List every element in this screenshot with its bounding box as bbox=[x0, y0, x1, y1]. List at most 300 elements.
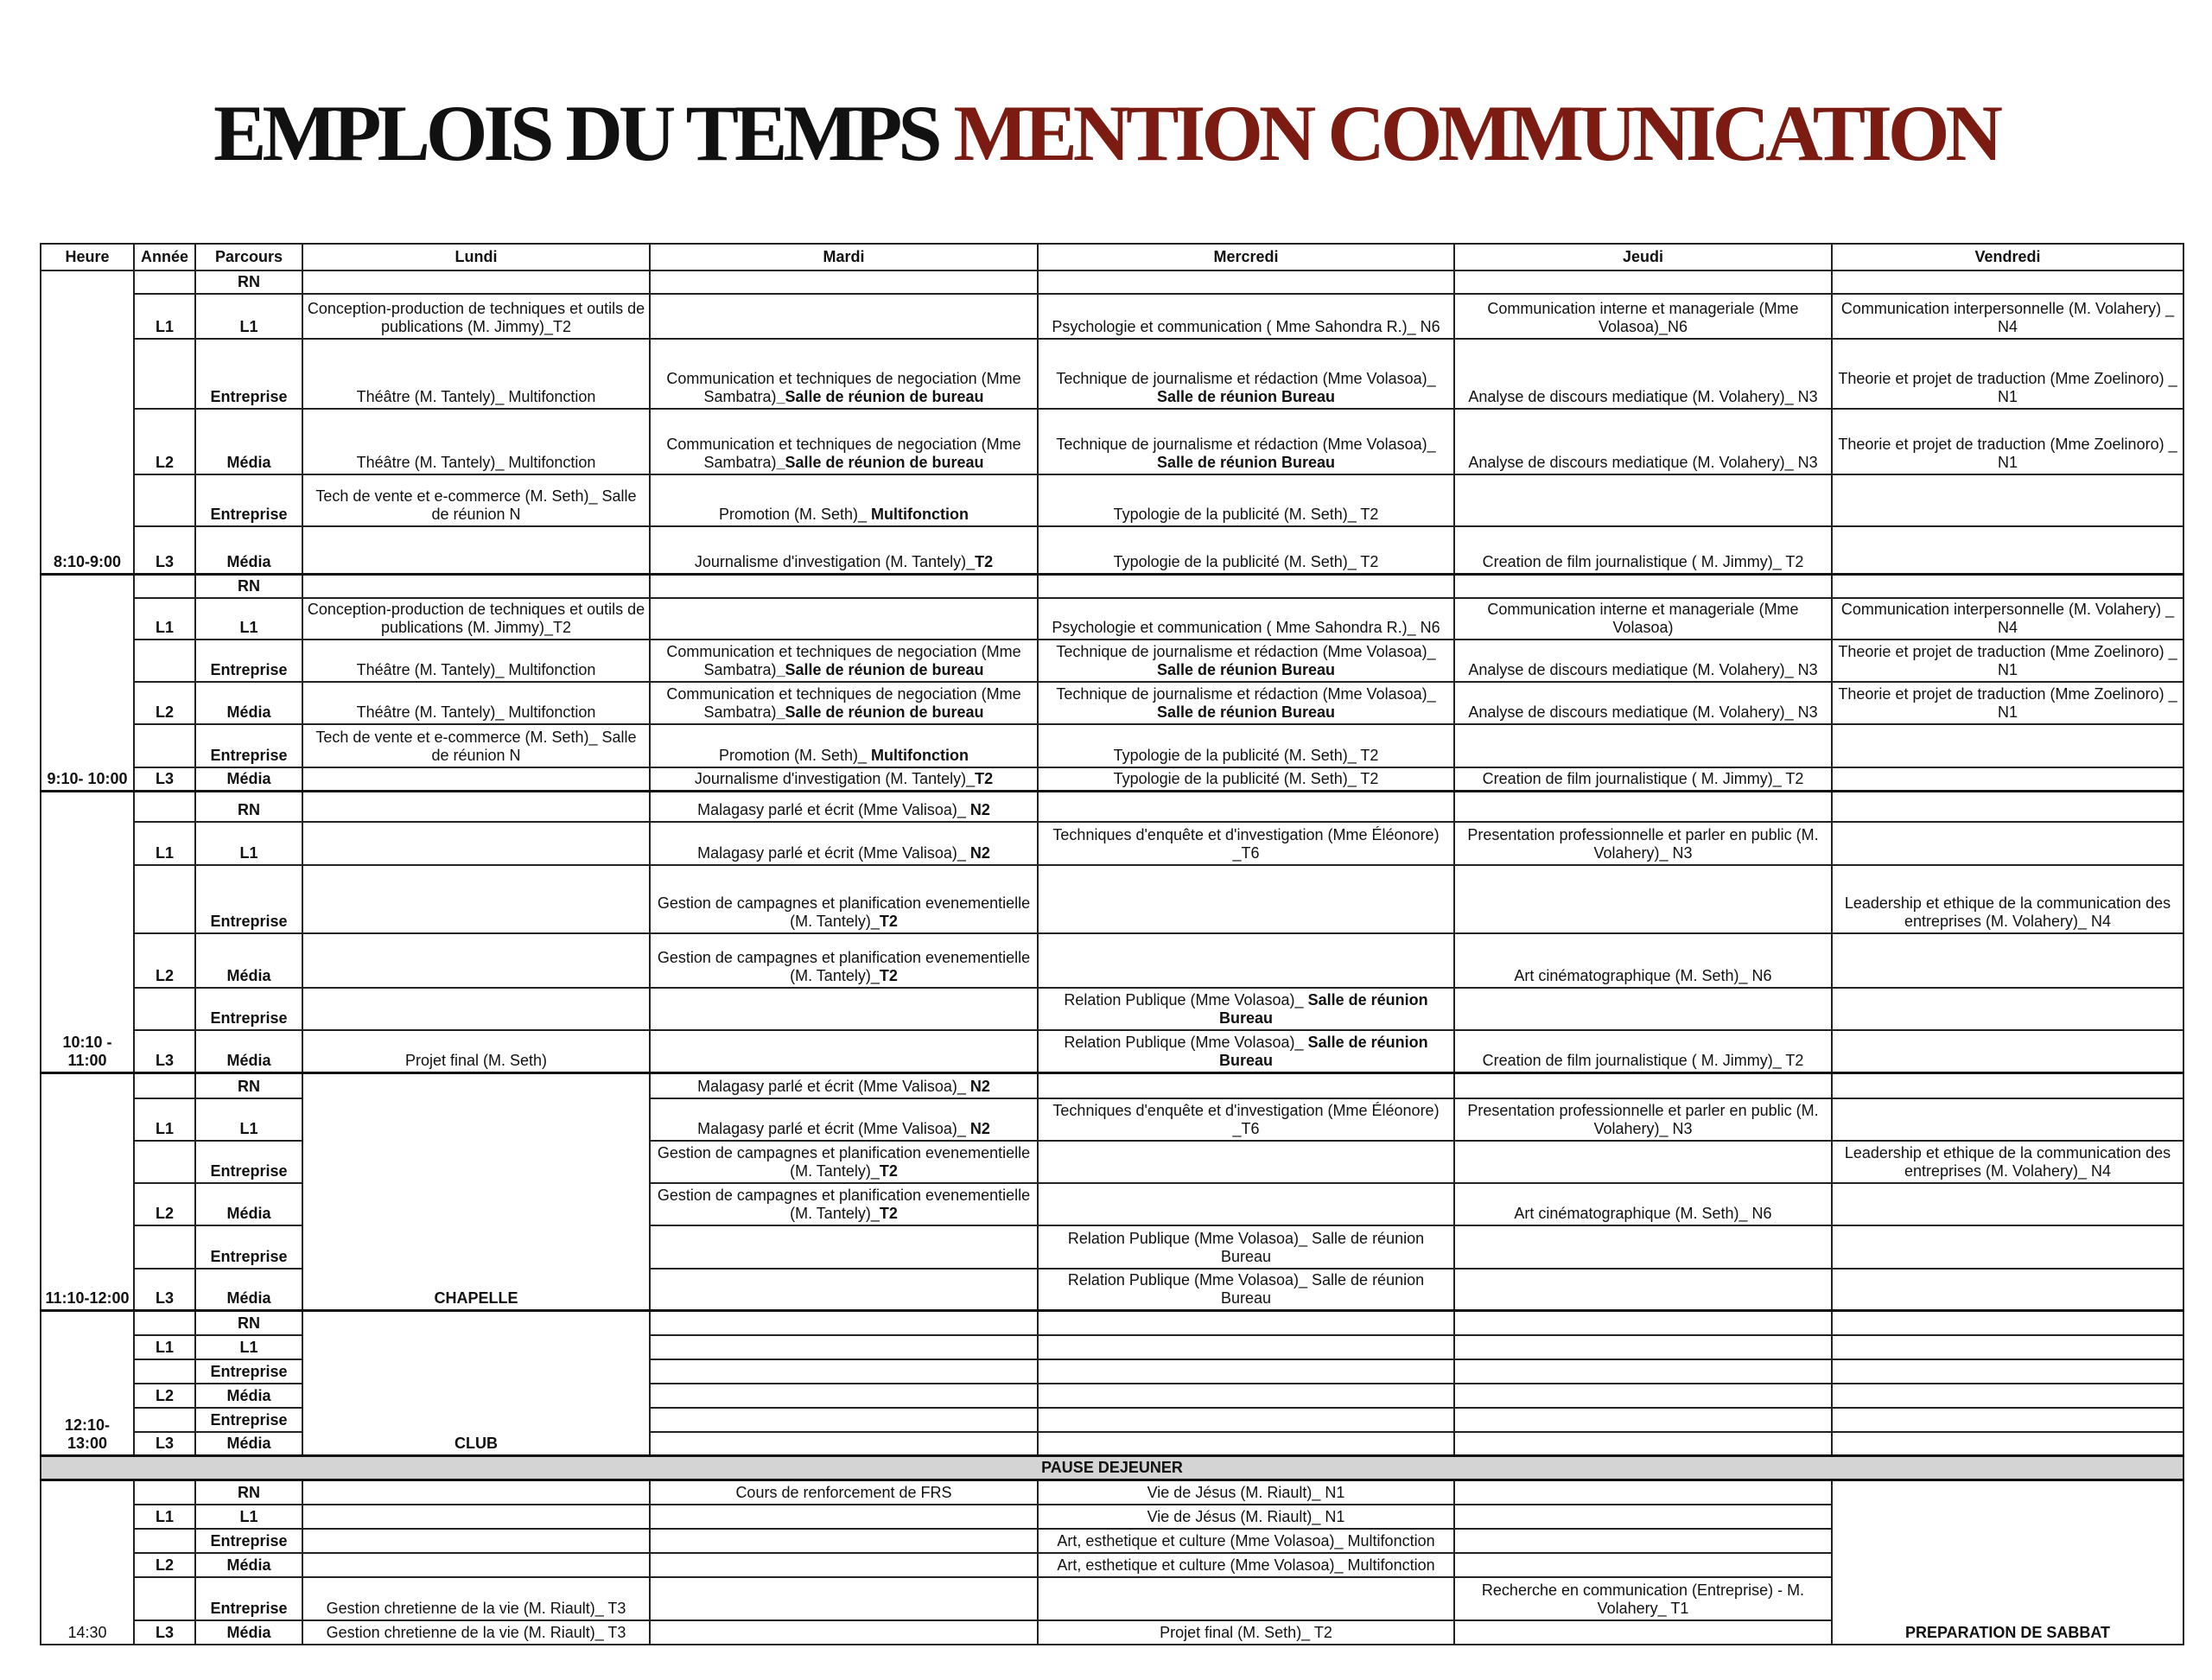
course-cell bbox=[1454, 988, 1832, 1030]
year-cell bbox=[134, 574, 195, 598]
course-cell: Psychologie et communication ( Mme Sahondra R.)_ N6 bbox=[1038, 294, 1454, 339]
year-cell bbox=[134, 724, 195, 767]
course-cell bbox=[1454, 1335, 1832, 1359]
room-text: Salle de réunion Bureau bbox=[1156, 661, 1336, 678]
course-cell bbox=[302, 865, 650, 933]
room-text: Salle de réunion Bureau bbox=[1156, 388, 1336, 405]
course-cell bbox=[1832, 1432, 2183, 1456]
track-cell: RN bbox=[195, 270, 302, 294]
course-cell bbox=[1832, 526, 2183, 574]
course-text: Promotion (M. Seth)_ bbox=[718, 506, 868, 523]
year-cell bbox=[134, 474, 195, 526]
course-cell bbox=[1454, 1505, 1832, 1529]
course-cell: Typologie de la publicité (M. Seth)_ T2 bbox=[1038, 526, 1454, 574]
room-text: N2 bbox=[969, 843, 990, 862]
course-cell: Gestion chretienne de la vie (M. Riault)_ T3 bbox=[302, 1577, 650, 1620]
track-cell: RN bbox=[195, 1311, 302, 1335]
course-cell bbox=[1454, 270, 1832, 294]
track-cell: Entreprise bbox=[195, 1141, 302, 1183]
year-cell: L2 bbox=[134, 1384, 195, 1408]
track-cell: Entreprise bbox=[195, 724, 302, 767]
course-cell bbox=[1832, 474, 2183, 526]
track-cell: Média bbox=[195, 767, 302, 792]
course-cell bbox=[650, 682, 1038, 724]
course-text: Malagasy parlé et écrit (Mme Valisoa)_ bbox=[697, 1119, 966, 1137]
course-text: Communication et techniques de negociation (Mme Sambatra) bbox=[666, 436, 1021, 471]
course-text: Communication et techniques de negociation (Mme Sambatra) bbox=[666, 685, 1021, 721]
course-cell bbox=[1454, 1620, 1832, 1645]
year-cell bbox=[134, 1311, 195, 1335]
course-cell bbox=[650, 1311, 1038, 1335]
header-vendredi: Vendredi bbox=[1832, 244, 2183, 270]
timetable bbox=[40, 243, 2184, 1645]
course-cell bbox=[1832, 1359, 2183, 1384]
course-cell bbox=[1832, 1073, 2183, 1098]
year-cell: L3 bbox=[134, 1030, 195, 1073]
course-cell bbox=[1038, 1432, 1454, 1456]
course-text: Gestion de campagnes et planification evenementielle (M. Tantely)_ bbox=[657, 894, 1031, 930]
course-cell bbox=[1832, 1030, 2183, 1073]
time-slot-1: 8:10-9:00 bbox=[41, 270, 134, 574]
track-cell: L1 bbox=[195, 598, 302, 640]
course-cell: Theorie et projet de traduction (Mme Zoelinoro) _ N1 bbox=[1832, 682, 2183, 724]
course-cell: Art cinématographique (M. Seth)_ N6 bbox=[1454, 933, 1832, 988]
header-row bbox=[41, 244, 2183, 270]
title-part-2: MENTION COMMUNICATION bbox=[953, 89, 1999, 177]
course-cell bbox=[302, 526, 650, 574]
course-cell bbox=[1038, 1141, 1454, 1183]
course-cell bbox=[650, 1183, 1038, 1225]
year-cell bbox=[134, 1577, 195, 1620]
course-cell bbox=[1038, 339, 1454, 409]
track-cell: Média bbox=[195, 1030, 302, 1073]
time-slot-5: 12:10-13:00 bbox=[41, 1311, 134, 1456]
room-text: _Salle de réunion de bureau bbox=[776, 703, 984, 721]
course-cell bbox=[302, 767, 650, 792]
track-cell: Média bbox=[195, 1620, 302, 1645]
course-text: Malagasy parlé et écrit (Mme Valisoa)_ bbox=[697, 800, 966, 818]
course-text: Journalisme d'investigation (M. Tantely)_ bbox=[694, 770, 976, 787]
course-cell bbox=[1454, 1225, 1832, 1269]
course-cell bbox=[650, 988, 1038, 1030]
header-jeudi: Jeudi bbox=[1454, 244, 1832, 270]
room-text: N2 bbox=[969, 800, 990, 818]
course-cell bbox=[1832, 574, 2183, 598]
course-text: Gestion de campagnes et planification evenementielle (M. Tantely)_ bbox=[657, 1186, 1031, 1222]
year-cell: L2 bbox=[134, 1553, 195, 1577]
year-cell bbox=[134, 1480, 195, 1505]
room-text: _Salle de réunion de bureau bbox=[776, 454, 984, 471]
course-cell bbox=[650, 294, 1038, 339]
club-cell: CLUB bbox=[302, 1311, 650, 1456]
room-text: N2 bbox=[969, 1077, 990, 1095]
track-cell: L1 bbox=[195, 822, 302, 865]
table-row bbox=[41, 1073, 2183, 1098]
time-slot-3: 10:10 - 11:00 bbox=[41, 792, 134, 1073]
course-cell bbox=[650, 640, 1038, 682]
year-cell bbox=[134, 1073, 195, 1098]
course-cell bbox=[1038, 1030, 1454, 1073]
course-text: Communication et techniques de negociation (Mme Sambatra) bbox=[666, 643, 1021, 678]
track-cell: L1 bbox=[195, 294, 302, 339]
track-cell: Entreprise bbox=[195, 988, 302, 1030]
table-row bbox=[41, 270, 2183, 294]
course-cell: Theorie et projet de traduction (Mme Zoelinoro) _ N1 bbox=[1832, 339, 2183, 409]
course-cell bbox=[1454, 1480, 1832, 1505]
course-cell: Analyse de discours mediatique (M. Volahery)_ N3 bbox=[1454, 339, 1832, 409]
course-cell bbox=[1832, 1311, 2183, 1335]
track-cell: Média bbox=[195, 1432, 302, 1456]
course-cell bbox=[650, 339, 1038, 409]
course-cell bbox=[1038, 988, 1454, 1030]
course-cell: Techniques d'enquête et d'investigation (Mme Éléonore) _T6 bbox=[1038, 1098, 1454, 1141]
course-cell bbox=[1832, 270, 2183, 294]
course-cell bbox=[650, 1073, 1038, 1098]
room-text: Salle de réunion Bureau bbox=[1218, 990, 1428, 1027]
course-cell: Creation de film journalistique ( M. Jimmy)_ T2 bbox=[1454, 767, 1832, 792]
course-cell bbox=[1454, 1384, 1832, 1408]
room-text: T2 bbox=[879, 1161, 898, 1180]
room-text: _Salle de réunion de bureau bbox=[776, 661, 984, 678]
header-parcours: Parcours bbox=[195, 244, 302, 270]
track-cell: Média bbox=[195, 1269, 302, 1311]
course-cell bbox=[650, 1359, 1038, 1384]
time-slot-4: 11:10-12:00 bbox=[41, 1073, 134, 1311]
room-text: Multifonction bbox=[871, 747, 969, 764]
course-cell bbox=[302, 792, 650, 822]
course-cell: Typologie de la publicité (M. Seth)_ T2 bbox=[1038, 474, 1454, 526]
course-cell bbox=[1454, 1553, 1832, 1577]
course-cell: Projet final (M. Seth)_ T2 bbox=[1038, 1620, 1454, 1645]
table-row bbox=[41, 682, 2183, 724]
course-cell bbox=[1454, 1269, 1832, 1311]
course-cell bbox=[1832, 1335, 2183, 1359]
track-cell: RN bbox=[195, 1073, 302, 1098]
course-cell: Communication interpersonnelle (M. Volahery) _ N4 bbox=[1832, 598, 2183, 640]
course-cell bbox=[1038, 409, 1454, 474]
course-cell bbox=[1454, 1073, 1832, 1098]
track-cell: RN bbox=[195, 792, 302, 822]
room-text: T2 bbox=[879, 966, 898, 984]
course-cell bbox=[650, 1620, 1038, 1645]
course-cell: Art cinématographique (M. Seth)_ N6 bbox=[1454, 1183, 1832, 1225]
year-cell bbox=[134, 339, 195, 409]
table-row bbox=[41, 988, 2183, 1030]
room-text: _Salle de réunion de bureau bbox=[776, 388, 984, 405]
course-cell bbox=[1454, 1141, 1832, 1183]
course-cell bbox=[1038, 1359, 1454, 1384]
course-cell bbox=[1832, 1408, 2183, 1432]
track-cell: Entreprise bbox=[195, 1359, 302, 1384]
year-cell: L3 bbox=[134, 1620, 195, 1645]
course-text: Relation Publique (Mme Volasoa)_ bbox=[1064, 1034, 1304, 1051]
course-cell bbox=[1038, 1311, 1454, 1335]
time-slot-2: 9:10- 10:00 bbox=[41, 574, 134, 792]
track-cell: RN bbox=[195, 1480, 302, 1505]
course-cell bbox=[1038, 865, 1454, 933]
course-cell bbox=[650, 1505, 1038, 1529]
track-cell: Entreprise bbox=[195, 1408, 302, 1432]
track-cell: Média bbox=[195, 1183, 302, 1225]
track-cell: Média bbox=[195, 933, 302, 988]
course-cell bbox=[650, 792, 1038, 822]
year-cell: L1 bbox=[134, 294, 195, 339]
course-cell bbox=[1038, 933, 1454, 988]
track-cell: Média bbox=[195, 409, 302, 474]
title-part-1: EMPLOIS DU TEMPS bbox=[213, 89, 938, 177]
year-cell: L3 bbox=[134, 767, 195, 792]
course-cell: Typologie de la publicité (M. Seth)_ T2 bbox=[1038, 767, 1454, 792]
course-cell bbox=[650, 474, 1038, 526]
header-heure: Heure bbox=[41, 244, 134, 270]
course-cell bbox=[1454, 792, 1832, 822]
course-cell bbox=[302, 1480, 650, 1505]
year-cell: L3 bbox=[134, 1269, 195, 1311]
track-cell: Entreprise bbox=[195, 339, 302, 409]
year-cell: L1 bbox=[134, 598, 195, 640]
header-annee: Année bbox=[134, 244, 195, 270]
course-cell bbox=[1832, 1269, 2183, 1311]
room-text: N2 bbox=[969, 1119, 990, 1137]
course-cell: Analyse de discours mediatique (M. Volahery)_ N3 bbox=[1454, 640, 1832, 682]
course-cell bbox=[1038, 270, 1454, 294]
course-text: Gestion de campagnes et planification evenementielle (M. Tantely)_ bbox=[657, 1143, 1031, 1180]
course-cell bbox=[1038, 792, 1454, 822]
course-cell bbox=[302, 988, 650, 1030]
year-cell bbox=[134, 792, 195, 822]
track-cell: Média bbox=[195, 1553, 302, 1577]
course-cell bbox=[650, 822, 1038, 865]
table-row bbox=[41, 1480, 2183, 1505]
table-row bbox=[41, 822, 2183, 865]
course-cell: Gestion chretienne de la vie (M. Riault)_ T3 bbox=[302, 1620, 650, 1645]
room-text: T2 bbox=[975, 770, 994, 787]
table-row bbox=[41, 865, 2183, 933]
course-cell: Vie de Jésus (M. Riault)_ N1 bbox=[1038, 1480, 1454, 1505]
table-row bbox=[41, 724, 2183, 767]
course-cell bbox=[1038, 574, 1454, 598]
header-lundi: Lundi bbox=[302, 244, 650, 270]
course-cell bbox=[1038, 1384, 1454, 1408]
track-cell: Entreprise bbox=[195, 865, 302, 933]
course-cell: Art, esthetique et culture (Mme Volasoa)_ Multifonction bbox=[1038, 1529, 1454, 1553]
course-cell bbox=[302, 933, 650, 988]
year-cell: L1 bbox=[134, 1098, 195, 1141]
course-cell: Communication interne et manageriale (Mme Volasoa)_N6 bbox=[1454, 294, 1832, 339]
course-cell bbox=[1832, 988, 2183, 1030]
table-row bbox=[41, 294, 2183, 339]
course-cell bbox=[1454, 724, 1832, 767]
room-text: Salle de réunion Bureau bbox=[1156, 454, 1336, 471]
room-text: T2 bbox=[879, 1204, 898, 1222]
course-cell: Art, esthetique et culture (Mme Volasoa)_ Multifonction bbox=[1038, 1553, 1454, 1577]
course-text: Journalisme d'investigation (M. Tantely)_ bbox=[694, 552, 976, 570]
track-cell: Entreprise bbox=[195, 474, 302, 526]
table-row bbox=[41, 1030, 2183, 1073]
track-cell: Entreprise bbox=[195, 1577, 302, 1620]
course-text: Technique de journalisme et rédaction (Mme Volasoa)_ bbox=[1056, 643, 1436, 660]
pause-dejeuner-row: PAUSE DEJEUNER bbox=[41, 1456, 2183, 1480]
table-row bbox=[41, 474, 2183, 526]
course-cell bbox=[1832, 1384, 2183, 1408]
year-cell bbox=[134, 1359, 195, 1384]
course-cell bbox=[1832, 1183, 2183, 1225]
course-cell: Presentation professionnelle et parler en public (M. Volahery)_ N3 bbox=[1454, 822, 1832, 865]
room-text: Salle de réunion Bureau bbox=[1156, 703, 1336, 721]
page-title bbox=[0, 89, 2212, 177]
course-cell bbox=[650, 1225, 1038, 1269]
course-cell bbox=[1038, 1183, 1454, 1225]
year-cell: L1 bbox=[134, 1505, 195, 1529]
table-row bbox=[41, 409, 2183, 474]
course-cell: Tech de vente et e-commerce (M. Seth)_ Salle de réunion N bbox=[302, 474, 650, 526]
table-row bbox=[41, 1456, 2183, 1480]
course-cell bbox=[650, 1335, 1038, 1359]
course-cell: Theorie et projet de traduction (Mme Zoelinoro) _ N1 bbox=[1832, 409, 2183, 474]
course-cell bbox=[1832, 767, 2183, 792]
course-cell bbox=[650, 270, 1038, 294]
course-cell bbox=[650, 724, 1038, 767]
track-cell: Entreprise bbox=[195, 1529, 302, 1553]
course-cell bbox=[1454, 574, 1832, 598]
year-cell bbox=[134, 865, 195, 933]
course-cell bbox=[650, 1577, 1038, 1620]
course-cell bbox=[650, 1529, 1038, 1553]
course-text: Malagasy parlé et écrit (Mme Valisoa)_ bbox=[697, 843, 966, 862]
course-cell bbox=[650, 1408, 1038, 1432]
course-cell bbox=[650, 1030, 1038, 1073]
course-cell bbox=[1454, 1529, 1832, 1553]
track-cell: Entreprise bbox=[195, 1225, 302, 1269]
year-cell: L2 bbox=[134, 933, 195, 988]
course-cell: Techniques d'enquête et d'investigation (Mme Éléonore) _T6 bbox=[1038, 822, 1454, 865]
course-cell bbox=[650, 409, 1038, 474]
course-cell: Cours de renforcement de FRS bbox=[650, 1480, 1038, 1505]
course-cell bbox=[650, 598, 1038, 640]
course-cell: Tech de vente et e-commerce (M. Seth)_ Salle de réunion N bbox=[302, 724, 650, 767]
year-cell bbox=[134, 1529, 195, 1553]
table-row bbox=[41, 339, 2183, 409]
course-cell: Presentation professionnelle et parler en public (M. Volahery)_ N3 bbox=[1454, 1098, 1832, 1141]
course-cell bbox=[1038, 1577, 1454, 1620]
course-text: Gestion de campagnes et planification evenementielle (M. Tantely)_ bbox=[657, 948, 1031, 984]
course-cell: Communication interne et manageriale (Mme Volasoa) bbox=[1454, 598, 1832, 640]
course-cell bbox=[1454, 1432, 1832, 1456]
course-cell bbox=[1038, 1408, 1454, 1432]
course-cell: Psychologie et communication ( Mme Sahondra R.)_ N6 bbox=[1038, 598, 1454, 640]
track-cell: L1 bbox=[195, 1335, 302, 1359]
year-cell: L2 bbox=[134, 682, 195, 724]
track-cell: Média bbox=[195, 682, 302, 724]
course-cell bbox=[650, 1553, 1038, 1577]
track-cell: Média bbox=[195, 526, 302, 574]
course-cell bbox=[302, 1529, 650, 1553]
room-text: Multifonction bbox=[871, 506, 969, 523]
course-cell bbox=[650, 1098, 1038, 1141]
track-cell: RN bbox=[195, 574, 302, 598]
course-cell bbox=[1038, 1073, 1454, 1098]
course-cell: Creation de film journalistique ( M. Jimmy)_ T2 bbox=[1454, 1030, 1832, 1073]
chapelle-cell: CHAPELLE bbox=[302, 1073, 650, 1311]
course-cell: Théâtre (M. Tantely)_ Multifonction bbox=[302, 682, 650, 724]
course-text: Malagasy parlé et écrit (Mme Valisoa)_ bbox=[697, 1077, 966, 1095]
course-cell: Leadership et ethique de la communication des entreprises (M. Volahery)_ N4 bbox=[1832, 865, 2183, 933]
course-cell bbox=[1832, 933, 2183, 988]
course-cell bbox=[1454, 1408, 1832, 1432]
course-cell bbox=[1454, 865, 1832, 933]
year-cell: L2 bbox=[134, 409, 195, 474]
course-cell bbox=[1038, 640, 1454, 682]
course-cell bbox=[650, 1384, 1038, 1408]
year-cell: L1 bbox=[134, 1335, 195, 1359]
room-text: T2 bbox=[879, 912, 898, 930]
course-cell: Relation Publique (Mme Volasoa)_ Salle de réunion Bureau bbox=[1038, 1269, 1454, 1311]
course-cell: Theorie et projet de traduction (Mme Zoelinoro) _ N1 bbox=[1832, 640, 2183, 682]
course-cell: Relation Publique (Mme Volasoa)_ Salle de réunion Bureau bbox=[1038, 1225, 1454, 1269]
year-cell: L1 bbox=[134, 822, 195, 865]
course-cell: Théâtre (M. Tantely)_ Multifonction bbox=[302, 640, 650, 682]
track-cell: Entreprise bbox=[195, 640, 302, 682]
table-row bbox=[41, 574, 2183, 598]
track-cell: L1 bbox=[195, 1505, 302, 1529]
course-cell bbox=[1454, 1311, 1832, 1335]
course-cell bbox=[1832, 1098, 2183, 1141]
course-text: Technique de journalisme et rédaction (Mme Volasoa)_ bbox=[1056, 370, 1436, 387]
table-row bbox=[41, 598, 2183, 640]
course-cell: Vie de Jésus (M. Riault)_ N1 bbox=[1038, 1505, 1454, 1529]
course-cell bbox=[650, 767, 1038, 792]
course-cell: Recherche en communication (Entreprise) - M. Volahery_ T1 bbox=[1454, 1577, 1832, 1620]
course-cell bbox=[650, 933, 1038, 988]
table-row bbox=[41, 792, 2183, 822]
course-cell: Conception-production de techniques et outils de publications (M. Jimmy)_T2 bbox=[302, 294, 650, 339]
track-cell: L1 bbox=[195, 1098, 302, 1141]
year-cell: L3 bbox=[134, 526, 195, 574]
year-cell: L2 bbox=[134, 1183, 195, 1225]
year-cell bbox=[134, 640, 195, 682]
course-cell: Théâtre (M. Tantely)_ Multifonction bbox=[302, 339, 650, 409]
course-cell bbox=[1038, 1335, 1454, 1359]
course-text: Technique de journalisme et rédaction (Mme Volasoa)_ bbox=[1056, 436, 1436, 453]
year-cell bbox=[134, 1225, 195, 1269]
course-cell bbox=[650, 574, 1038, 598]
header-mercredi: Mercredi bbox=[1038, 244, 1454, 270]
header-mardi: Mardi bbox=[650, 244, 1038, 270]
course-cell: Analyse de discours mediatique (M. Volahery)_ N3 bbox=[1454, 409, 1832, 474]
course-cell bbox=[1038, 682, 1454, 724]
table-row bbox=[41, 526, 2183, 574]
course-cell bbox=[1454, 474, 1832, 526]
year-cell: L3 bbox=[134, 1432, 195, 1456]
course-cell bbox=[650, 865, 1038, 933]
course-cell: Conception-production de techniques et outils de publications (M. Jimmy)_T2 bbox=[302, 598, 650, 640]
sabbat-cell: PREPARATION DE SABBAT bbox=[1832, 1480, 2183, 1645]
year-cell bbox=[134, 1408, 195, 1432]
room-text: Salle de réunion Bureau bbox=[1218, 1034, 1428, 1069]
course-cell bbox=[650, 1141, 1038, 1183]
course-cell bbox=[650, 526, 1038, 574]
course-cell bbox=[650, 1269, 1038, 1311]
table-row bbox=[41, 933, 2183, 988]
course-cell bbox=[302, 822, 650, 865]
course-cell bbox=[302, 270, 650, 294]
course-cell bbox=[650, 1432, 1038, 1456]
course-cell bbox=[1832, 724, 2183, 767]
course-text: Relation Publique (Mme Volasoa)_ bbox=[1064, 990, 1304, 1009]
course-cell: Théâtre (M. Tantely)_ Multifonction bbox=[302, 409, 650, 474]
course-cell: Leadership et ethique de la communication des entreprises (M. Volahery)_ N4 bbox=[1832, 1141, 2183, 1183]
course-text: Technique de journalisme et rédaction (Mme Volasoa)_ bbox=[1056, 685, 1436, 703]
